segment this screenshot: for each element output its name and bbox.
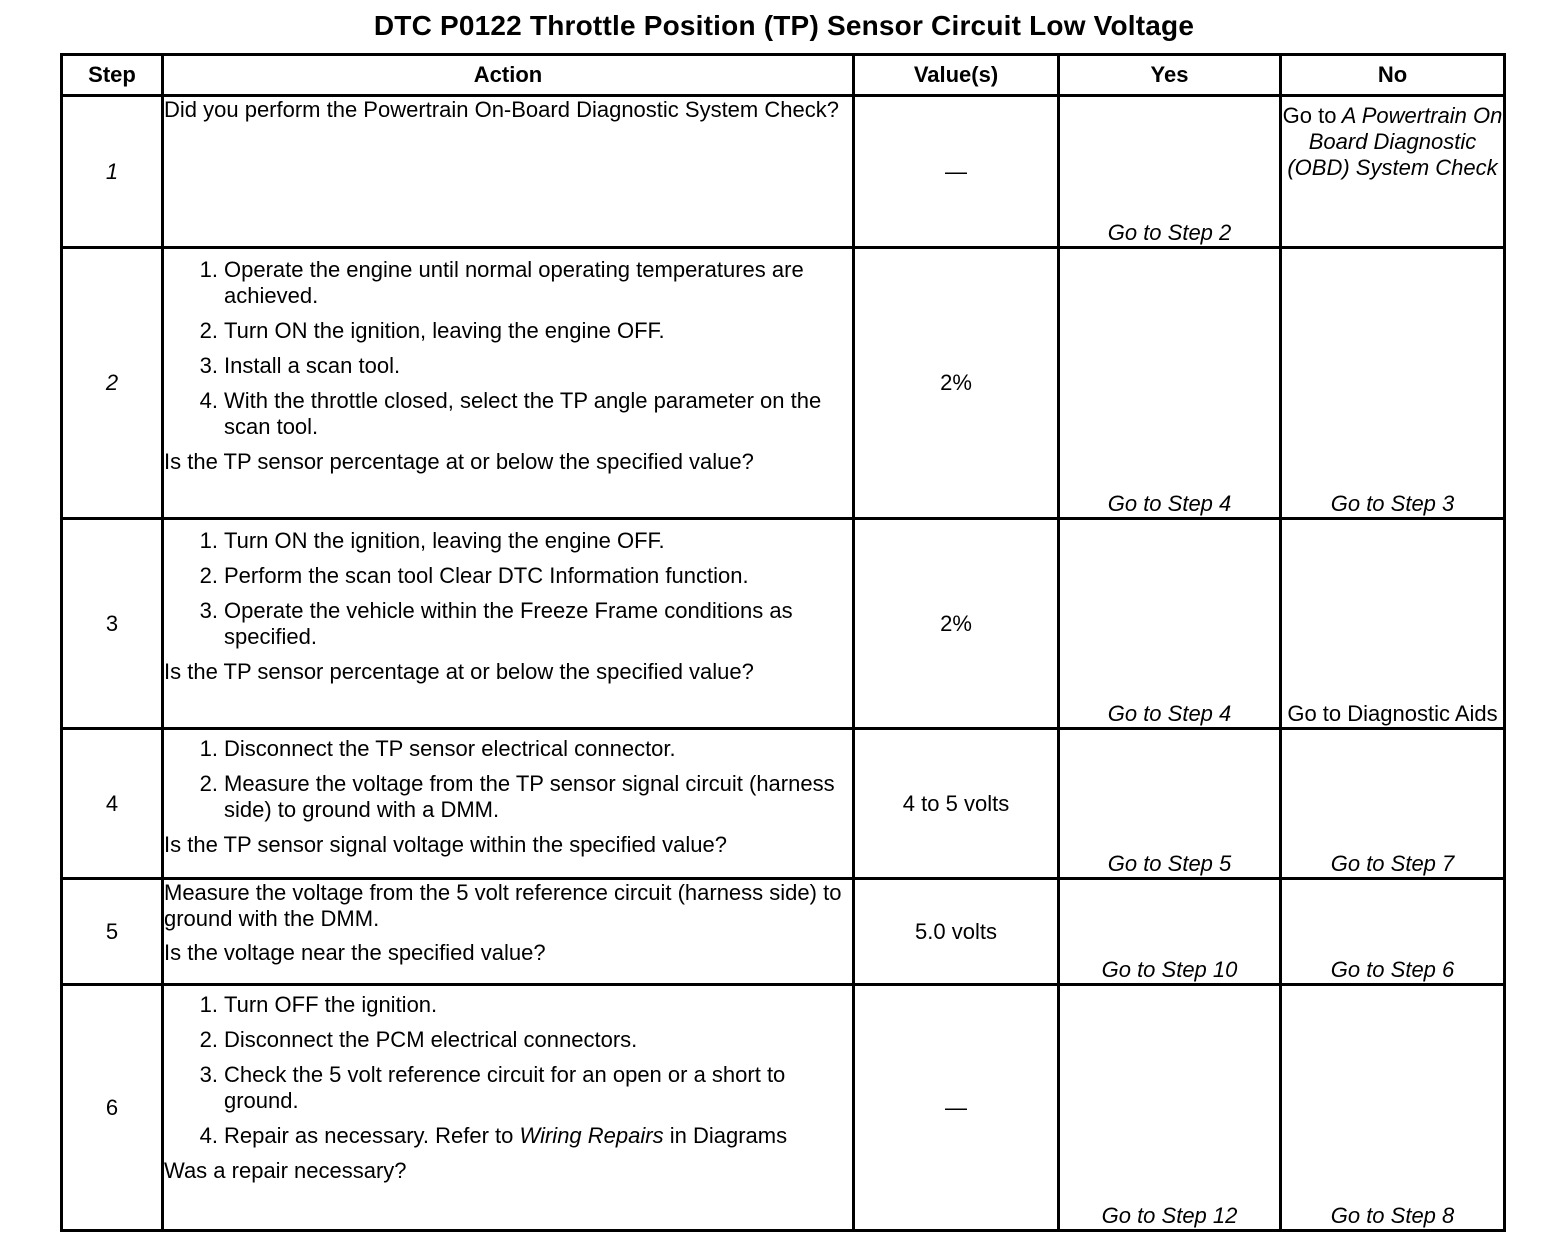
step-number: 2 bbox=[62, 248, 163, 519]
no-cell: Go to Diagnostic Aids bbox=[1281, 519, 1505, 729]
step-number: 1 bbox=[62, 96, 163, 248]
table-row bbox=[62, 519, 1505, 729]
action-list-item: 3. Check the 5 volt reference circuit for an open or a short to ground. bbox=[199, 1062, 786, 1113]
yes-cell: Go to Step 2 bbox=[1059, 96, 1281, 248]
yes-cell: Go to Step 5 bbox=[1059, 729, 1281, 879]
header-values: Value(s) bbox=[854, 55, 1059, 96]
action-list-item: 1. Operate the engine until normal operating temperatures are achieved. bbox=[199, 257, 804, 308]
yes-cell: Go to Step 12 bbox=[1059, 985, 1281, 1231]
action-list-item: 4. Repair as necessary. Refer to Wiring Repairs in Diagrams bbox=[199, 1123, 788, 1148]
page-title: DTC P0122 Throttle Position (TP) Sensor Circuit Low Voltage bbox=[373, 10, 1195, 41]
value-cell: 2% bbox=[854, 248, 1059, 519]
header-yes: Yes bbox=[1059, 55, 1281, 96]
yes-cell: Go to Step 10 bbox=[1059, 879, 1281, 985]
yes-cell: Go to Step 4 bbox=[1059, 519, 1281, 729]
table-row bbox=[62, 985, 1505, 1231]
no-reference: A Powertrain On Board Diagnostic (OBD) System Check bbox=[1287, 103, 1503, 180]
table-row bbox=[62, 879, 1505, 985]
action-list-item: 1. Turn OFF the ignition. bbox=[199, 992, 438, 1017]
action-question: Is the voltage near the specified value? bbox=[164, 940, 546, 965]
action-question: Is the TP sensor percentage at or below the specified value? bbox=[164, 659, 754, 684]
diagnostic-table bbox=[60, 53, 1506, 1232]
action-list-item: 2. Perform the scan tool Clear DTC Information function. bbox=[199, 563, 749, 588]
step-number: 6 bbox=[62, 985, 163, 1231]
table-header-row bbox=[62, 55, 1505, 96]
step-number: 4 bbox=[62, 729, 163, 879]
step-number: 5 bbox=[62, 879, 163, 985]
action-cell bbox=[163, 519, 854, 729]
no-cell bbox=[1281, 96, 1505, 248]
action-cell bbox=[163, 248, 854, 519]
no-cell: Go to Step 6 bbox=[1281, 879, 1505, 985]
header-step: Step bbox=[62, 55, 163, 96]
yes-cell: Go to Step 4 bbox=[1059, 248, 1281, 519]
action-text: Did you perform the Powertrain On-Board Diagnostic System Check? bbox=[164, 97, 839, 122]
action-list-item: 4. With the throttle closed, select the TP angle parameter on the scan tool. bbox=[199, 388, 822, 439]
table-row bbox=[62, 729, 1505, 879]
action-cell bbox=[163, 985, 854, 1231]
action-question: Is the TP sensor signal voltage within the specified value? bbox=[164, 832, 727, 857]
step-number: 3 bbox=[62, 519, 163, 729]
wiring-repairs-reference: Wiring Repairs bbox=[519, 1123, 664, 1148]
action-cell bbox=[163, 729, 854, 879]
value-cell: 4 to 5 volts bbox=[854, 729, 1059, 879]
table-row bbox=[62, 248, 1505, 519]
action-list-item: 3. Operate the vehicle within the Freeze Frame conditions as specified. bbox=[199, 598, 793, 649]
value-cell: — bbox=[854, 96, 1059, 248]
action-list-item: 1. Turn ON the ignition, leaving the engine OFF. bbox=[199, 528, 665, 553]
no-cell: Go to Step 3 bbox=[1281, 248, 1505, 519]
action-list-item: 2. Turn ON the ignition, leaving the engine OFF. bbox=[199, 318, 665, 343]
action-cell bbox=[163, 96, 854, 248]
action-cell bbox=[163, 879, 854, 985]
action-list-item: 1. Disconnect the TP sensor electrical connector. bbox=[199, 736, 676, 761]
action-question: Is the TP sensor percentage at or below the specified value? bbox=[164, 449, 754, 474]
value-cell: — bbox=[854, 985, 1059, 1231]
action-text: Measure the voltage from the 5 volt reference circuit (harness side) to ground with the DMM. bbox=[164, 880, 842, 931]
no-prefix: Go to bbox=[1282, 103, 1337, 128]
action-list-item: 2. Measure the voltage from the TP sensor signal circuit (harness side) to ground with a DMM. bbox=[199, 771, 835, 822]
header-no: No bbox=[1281, 55, 1505, 96]
header-action: Action bbox=[163, 55, 854, 96]
action-question: Was a repair necessary? bbox=[164, 1158, 407, 1183]
action-list-item: 2. Disconnect the PCM electrical connectors. bbox=[199, 1027, 638, 1052]
value-cell: 5.0 volts bbox=[854, 879, 1059, 985]
value-cell: 2% bbox=[854, 519, 1059, 729]
table-row bbox=[62, 96, 1505, 248]
no-cell: Go to Step 8 bbox=[1281, 985, 1505, 1231]
no-cell: Go to Step 7 bbox=[1281, 729, 1505, 879]
action-list-item: 3. Install a scan tool. bbox=[199, 353, 401, 378]
